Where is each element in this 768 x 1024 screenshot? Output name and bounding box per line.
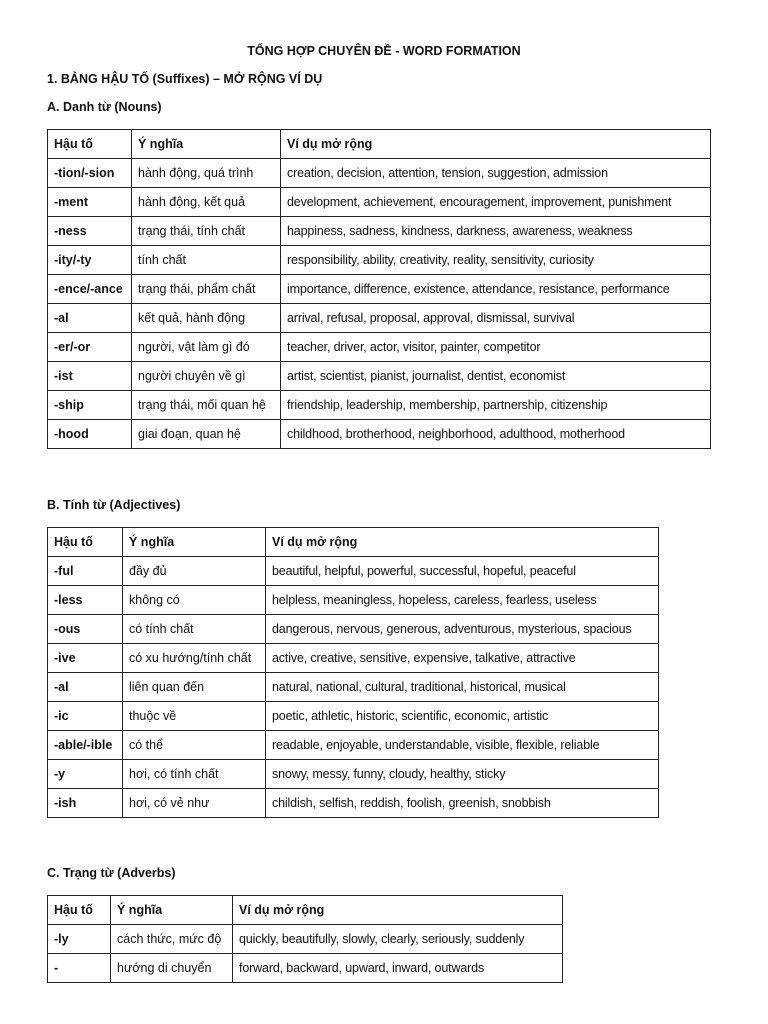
suffix-cell: -ence/-ance bbox=[48, 275, 132, 304]
suffix-cell: -ist bbox=[48, 362, 132, 391]
examples-cell: quickly, beautifully, slowly, clearly, seriously, suddenly bbox=[233, 925, 563, 954]
examples-cell: artist, scientist, pianist, journalist, dentist, economist bbox=[281, 362, 711, 391]
suffix-cell: -ness bbox=[48, 217, 132, 246]
suffix-cell: -al bbox=[48, 304, 132, 333]
adjectives-header-row bbox=[48, 528, 659, 557]
meaning-cell: thuộc về bbox=[123, 702, 266, 731]
suffix-cell: -hood bbox=[48, 420, 132, 449]
table-row bbox=[48, 644, 659, 673]
examples-cell: active, creative, sensitive, expensive, talkative, attractive bbox=[266, 644, 659, 673]
meaning-cell: hơi, có tính chất bbox=[123, 760, 266, 789]
examples-cell: poetic, athletic, historic, scientific, economic, artistic bbox=[266, 702, 659, 731]
adverbs-heading: C. Trạng từ (Adverbs) bbox=[47, 866, 176, 880]
examples-cell: arrival, refusal, proposal, approval, dismissal, survival bbox=[281, 304, 711, 333]
meaning-cell: liên quan đến bbox=[123, 673, 266, 702]
section-title: 1. BẢNG HẬU TỐ (Suffixes) – MỞ RỘNG VÍ DỤ bbox=[47, 72, 323, 86]
table-row bbox=[48, 188, 711, 217]
meaning-cell: có xu hướng/tính chất bbox=[123, 644, 266, 673]
nouns-table bbox=[47, 129, 711, 449]
meaning-cell: trạng thái, phẩm chất bbox=[132, 275, 281, 304]
table-row bbox=[48, 954, 563, 983]
meaning-cell: hành động, kết quả bbox=[132, 188, 281, 217]
examples-cell: snowy, messy, funny, cloudy, healthy, sticky bbox=[266, 760, 659, 789]
column-header: Ví dụ mở rộng bbox=[233, 896, 563, 925]
table-row bbox=[48, 557, 659, 586]
examples-cell: beautiful, helpful, powerful, successful, hopeful, peaceful bbox=[266, 557, 659, 586]
examples-cell: forward, backward, upward, inward, outwards bbox=[233, 954, 563, 983]
examples-cell: childhood, brotherhood, neighborhood, adulthood, motherhood bbox=[281, 420, 711, 449]
table-row bbox=[48, 420, 711, 449]
column-header: Hậu tố bbox=[48, 130, 132, 159]
table-row bbox=[48, 731, 659, 760]
suffix-cell: -ish bbox=[48, 789, 123, 818]
suffix-cell: -ity/-ty bbox=[48, 246, 132, 275]
suffix-cell: -tion/-sion bbox=[48, 159, 132, 188]
examples-cell: friendship, leadership, membership, partnership, citizenship bbox=[281, 391, 711, 420]
meaning-cell: tính chất bbox=[132, 246, 281, 275]
column-header: Hậu tố bbox=[48, 896, 111, 925]
meaning-cell: có thể bbox=[123, 731, 266, 760]
nouns-heading: A. Danh từ (Nouns) bbox=[47, 100, 162, 114]
examples-cell: natural, national, cultural, traditional, historical, musical bbox=[266, 673, 659, 702]
adverbs-table bbox=[47, 895, 563, 983]
examples-cell: creation, decision, attention, tension, suggestion, admission bbox=[281, 159, 711, 188]
meaning-cell: trạng thái, tính chất bbox=[132, 217, 281, 246]
examples-cell: teacher, driver, actor, visitor, painter, competitor bbox=[281, 333, 711, 362]
suffix-cell: -ship bbox=[48, 391, 132, 420]
suffix-cell: - bbox=[48, 954, 111, 983]
suffix-cell: -y bbox=[48, 760, 123, 789]
adverbs-header-row bbox=[48, 896, 563, 925]
suffix-cell: -er/-or bbox=[48, 333, 132, 362]
examples-cell: readable, enjoyable, understandable, visible, flexible, reliable bbox=[266, 731, 659, 760]
suffix-cell: -al bbox=[48, 673, 123, 702]
document-title: TỔNG HỢP CHUYÊN ĐỀ - WORD FORMATION bbox=[247, 44, 521, 58]
meaning-cell: hơi, có vẻ như bbox=[123, 789, 266, 818]
table-row bbox=[48, 275, 711, 304]
table-row bbox=[48, 362, 711, 391]
column-header: Ý nghĩa bbox=[132, 130, 281, 159]
suffix-cell: -ful bbox=[48, 557, 123, 586]
table-row bbox=[48, 159, 711, 188]
suffix-cell: -ic bbox=[48, 702, 123, 731]
table-row bbox=[48, 391, 711, 420]
examples-cell: happiness, sadness, kindness, darkness, awareness, weakness bbox=[281, 217, 711, 246]
table-row bbox=[48, 304, 711, 333]
nouns-header-row bbox=[48, 130, 711, 159]
suffix-cell: -ly bbox=[48, 925, 111, 954]
examples-cell: childish, selfish, reddish, foolish, greenish, snobbish bbox=[266, 789, 659, 818]
examples-cell: helpless, meaningless, hopeless, careless, fearless, useless bbox=[266, 586, 659, 615]
table-row bbox=[48, 246, 711, 275]
table-row bbox=[48, 760, 659, 789]
examples-cell: responsibility, ability, creativity, reality, sensitivity, curiosity bbox=[281, 246, 711, 275]
meaning-cell: người chuyên về gì bbox=[132, 362, 281, 391]
meaning-cell: người, vật làm gì đó bbox=[132, 333, 281, 362]
column-header: Ví dụ mở rộng bbox=[266, 528, 659, 557]
table-row bbox=[48, 925, 563, 954]
table-row bbox=[48, 789, 659, 818]
meaning-cell: giai đoạn, quan hệ bbox=[132, 420, 281, 449]
adjectives-table bbox=[47, 527, 659, 818]
suffix-cell: -able/-ible bbox=[48, 731, 123, 760]
suffix-cell: -less bbox=[48, 586, 123, 615]
table-row bbox=[48, 217, 711, 246]
meaning-cell: hành động, quá trình bbox=[132, 159, 281, 188]
meaning-cell: hướng di chuyển bbox=[111, 954, 233, 983]
meaning-cell: trạng thái, mối quan hệ bbox=[132, 391, 281, 420]
table-row bbox=[48, 615, 659, 644]
column-header: Ví dụ mở rộng bbox=[281, 130, 711, 159]
table-row bbox=[48, 702, 659, 731]
suffix-cell: -ive bbox=[48, 644, 123, 673]
meaning-cell: không có bbox=[123, 586, 266, 615]
examples-cell: dangerous, nervous, generous, adventurous, mysterious, spacious bbox=[266, 615, 659, 644]
adjectives-heading: B. Tính từ (Adjectives) bbox=[47, 498, 181, 512]
table-row bbox=[48, 333, 711, 362]
column-header: Ý nghĩa bbox=[111, 896, 233, 925]
suffix-cell: -ous bbox=[48, 615, 123, 644]
table-row bbox=[48, 673, 659, 702]
meaning-cell: cách thức, mức độ bbox=[111, 925, 233, 954]
column-header: Hậu tố bbox=[48, 528, 123, 557]
examples-cell: development, achievement, encouragement, improvement, punishment bbox=[281, 188, 711, 217]
meaning-cell: đầy đủ bbox=[123, 557, 266, 586]
suffix-cell: -ment bbox=[48, 188, 132, 217]
meaning-cell: có tính chất bbox=[123, 615, 266, 644]
meaning-cell: kết quả, hành động bbox=[132, 304, 281, 333]
table-row bbox=[48, 586, 659, 615]
column-header: Ý nghĩa bbox=[123, 528, 266, 557]
examples-cell: importance, difference, existence, attendance, resistance, performance bbox=[281, 275, 711, 304]
